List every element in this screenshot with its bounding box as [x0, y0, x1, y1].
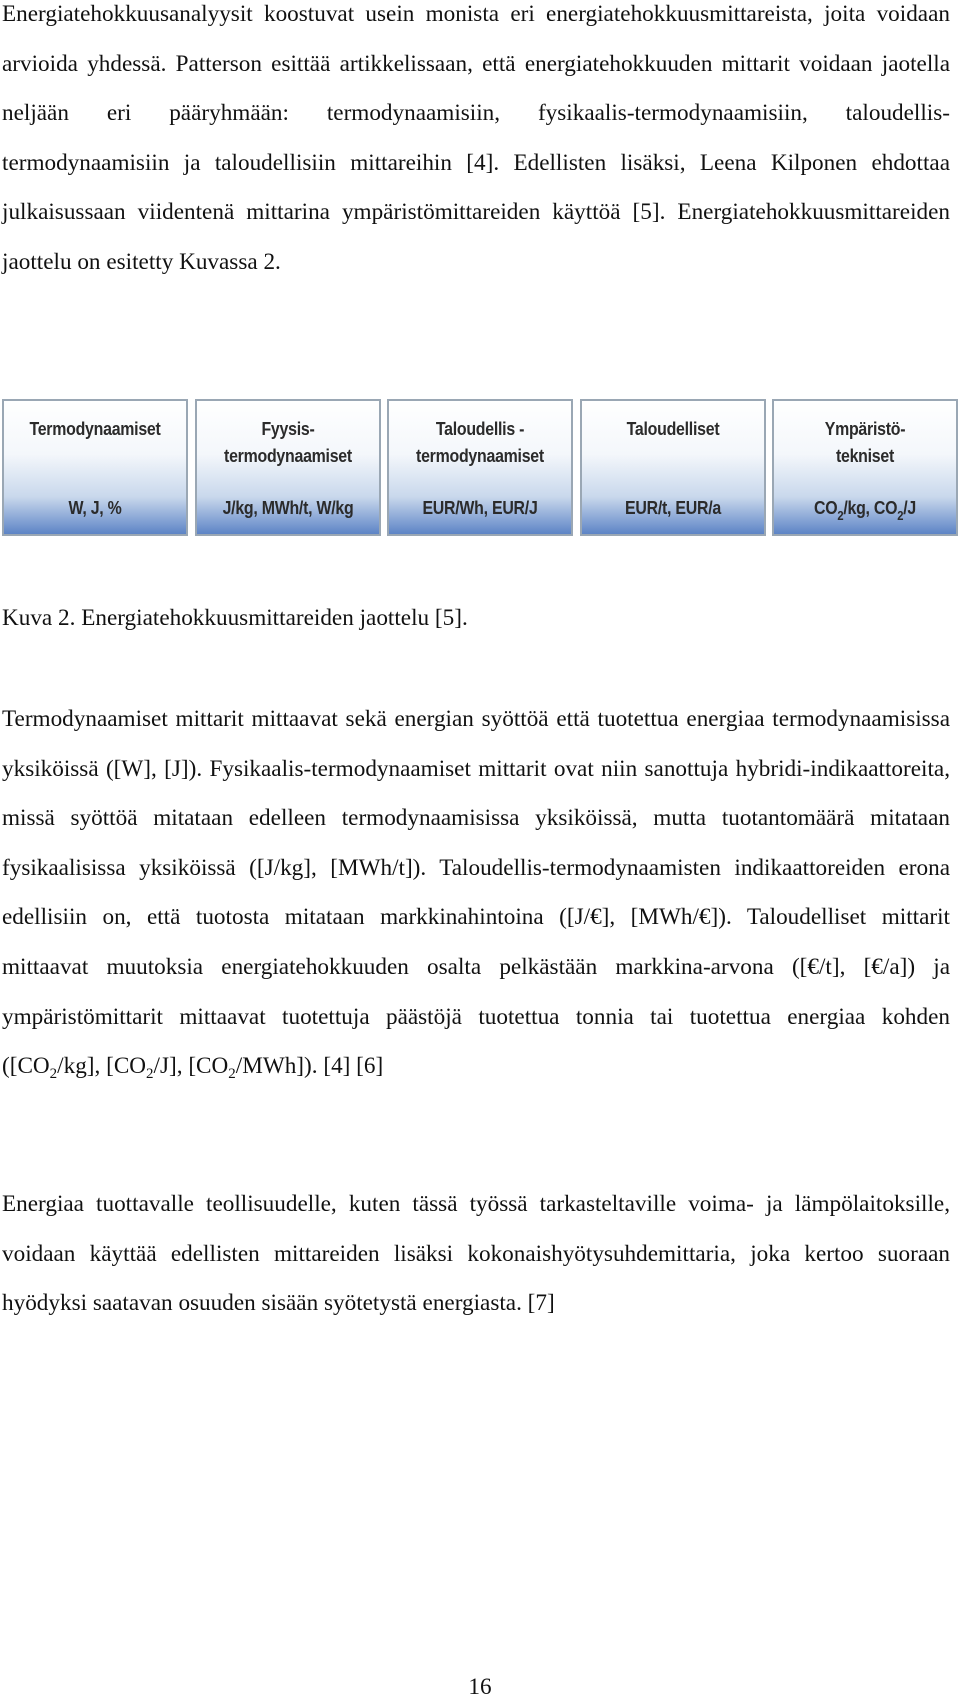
- text-run: /kg], [CO: [57, 1053, 147, 1080]
- metric-box-physical-thermodynamic: [195, 399, 381, 536]
- paragraph-intro: Energiatehokkuusanalyysit koostuvat usein monista eri energiatehokkuusmittareista, joita voidaan arvioida yhdessä. Patterson esittää artikkelissaan, että energiatehokkuuden mittarit voidaan jaotella neljään eri pääryhmään: termodynaamisiin, fysikaalis-termodynaamisiin, taloudellis-termodynaamisiin ja taloudellisiin mittareihin [4]. Edellisten lisäksi, Leena Kilponen ehdottaa julkaisussaan viidentenä mittarina ympäristömittareiden käyttöä [5]. Energiatehokkuusmittareiden jaottelu on esitetty Kuvassa 2.: [2, 1, 950, 275]
- paragraph-metric-types: [2, 695, 950, 1092]
- subscript: 2: [837, 508, 844, 523]
- subscript: 2: [897, 508, 904, 523]
- metric-box-title: [209, 415, 366, 469]
- text-run: /MWh]). [4] [6]: [235, 1053, 384, 1080]
- metric-box-environmental: [772, 399, 958, 536]
- figure-caption: Kuva 2. Energiatehokkuusmittareiden jaottelu [5].: [2, 605, 468, 631]
- metric-box-unit: W, J, %: [68, 497, 122, 518]
- figure-energy-efficiency-metrics: [2, 399, 958, 536]
- metric-box-title-line: tekniset: [835, 445, 895, 466]
- unit-text: /kg, CO: [843, 497, 898, 518]
- metric-box-title-line: termodynaamiset: [416, 445, 544, 466]
- metric-box-title-line: Ympäristö-: [824, 418, 906, 439]
- page-number: 16: [468, 1674, 492, 1700]
- subscript: 2: [49, 1066, 58, 1083]
- metric-box-economic: [580, 399, 766, 536]
- metric-box-title: [17, 415, 174, 442]
- unit-text: CO: [814, 497, 838, 518]
- metric-box-title-line: termodynaamiset: [223, 445, 352, 466]
- text-run: Termodynaamiset mittarit mittaavat sekä energian syöttöä että tuotettua energiaa termodynaamisissa yksiköissä ([W], [J]). Fysikaalis-termodynaamiset mittarit ovat niin sanottuja hybridi-indikaattoreita, missä syöttöä mitataan edelleen termodynaamisissa yksiköissä, mutta tuotantomäärä mitataan fysikaalisissa yksiköissä ([J/kg], [MWh/t]). Taloudellis-termodynaamisten indikaattoreiden erona edellisiin on, että tuotosta mitataan markkinahintoina ([J/€], [MWh/€]). Taloudelliset mittarit mittaavat muutoksia energiatehokkuuden osalta pelkästään markkina-arvona ([€/t], [€/a]) ja ympäristömittarit mittaavat tuotettuja päästöjä tuotettua tonnia tai tuotettua energiaa kohden ([CO: [2, 706, 950, 1080]
- metric-box-title-line: Termodynaamiset: [29, 418, 161, 439]
- metric-box-title-line: Fyysis-: [260, 418, 315, 439]
- metric-box-economic-thermodynamic: [387, 399, 573, 536]
- metric-box-unit: EUR/Wh, EUR/J: [422, 497, 538, 518]
- metric-box-unit: [787, 496, 944, 523]
- metric-box-title-line: Taloudelliset: [626, 418, 719, 439]
- unit-text: /J: [903, 497, 916, 518]
- metric-box-title-line: Taloudellis -: [435, 418, 525, 439]
- subscript: 2: [146, 1066, 154, 1083]
- subscript: 2: [228, 1066, 236, 1083]
- metric-box-unit: J/kg, MWh/t, W/kg: [222, 497, 353, 518]
- paragraph-total-efficiency: Energiaa tuottavalle teollisuudelle, kuten tässä työssä tarkasteltaville voima- ja lämpölaitoksille, voidaan käyttää edellisten mittareiden lisäksi kokonaishyötysuhdemittaria, joka kertoo suoraan hyödyksi saatavan osuuden sisään syötetystä energiasta. [7]: [2, 1191, 950, 1317]
- metric-box-unit: EUR/t, EUR/a: [624, 497, 721, 518]
- metric-box-title: [787, 415, 944, 469]
- metric-box-thermodynamic: [2, 399, 188, 536]
- metric-box-title: [402, 415, 559, 469]
- metric-box-title: [594, 415, 751, 442]
- text-run: /J], [CO: [153, 1053, 229, 1080]
